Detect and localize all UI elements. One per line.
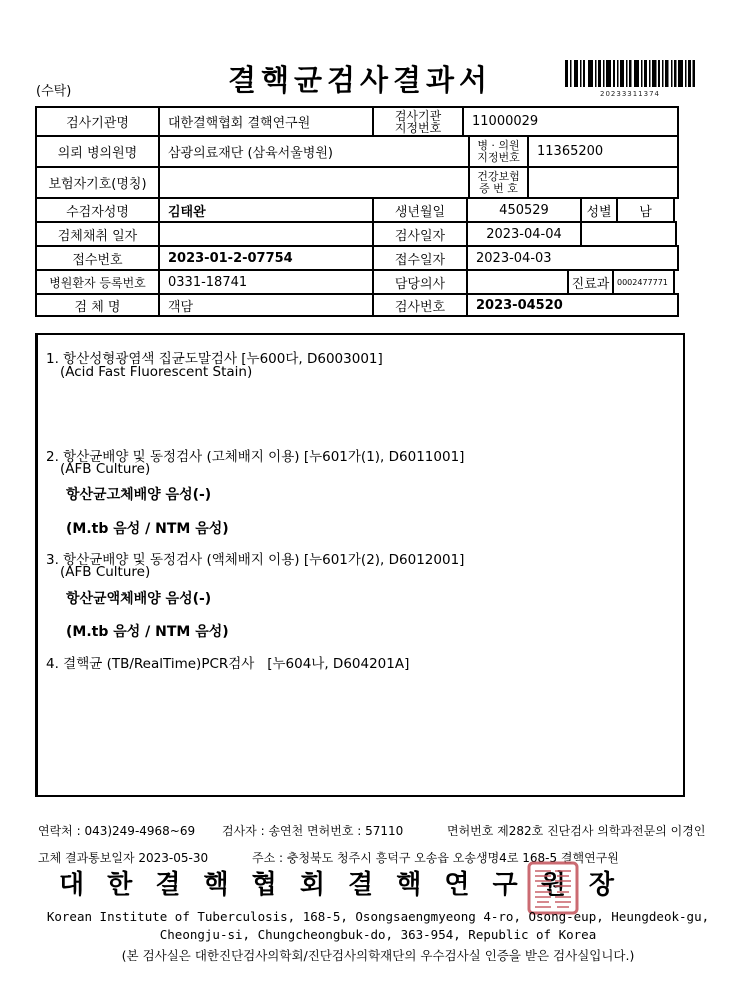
result-item2-subtitle: (AFB Culture): [60, 461, 151, 477]
insurance-no-value: [527, 166, 679, 199]
result-item3-title: 3. 항산균배양 및 동정검사 (액체배지 이용) [누601가(2), D6012001]: [46, 552, 465, 568]
test-date-label: 검사일자: [372, 221, 468, 247]
result-item2-detail: (M.tb 음성 / NTM 음성): [66, 521, 229, 537]
insurance-no-label-line1: 건강보험: [477, 169, 520, 183]
org-no-label-line2: 지정번호: [394, 120, 442, 135]
birth-value: 450529: [466, 197, 582, 223]
doctor-value: [466, 269, 569, 295]
org-no-label: [372, 106, 464, 137]
contact-info: 연락처 : 043)249-4968~69: [38, 824, 196, 838]
hospital-value: 삼광의료재단 (삼육서울병원): [158, 135, 470, 168]
collection-date-value: [158, 221, 374, 247]
result-item1-title: 1. 항산성형광염색 집균도말검사 [누600다, D6003001]: [46, 351, 383, 367]
empty-cell: [580, 221, 677, 247]
patient-name-value: 김태완: [158, 197, 374, 223]
hospital-no-label: [468, 135, 529, 168]
hospital-no-value: 11365200: [527, 135, 679, 168]
result-item2-title: 2. 항산균배양 및 동정검사 (고체배지 이용) [누601가(1), D6011001]: [46, 449, 465, 465]
table-row-hospital: [35, 135, 685, 168]
document-title: 결핵균검사결과서: [227, 63, 493, 97]
result-item3-result: 항산균액체배양 음성(-): [66, 591, 212, 607]
table-row-patient-id: [35, 269, 685, 295]
doctor-label: 담당의사: [372, 269, 468, 295]
specimen-label: 검 체 명: [35, 293, 160, 317]
result-item3-subtitle: (AFB Culture): [60, 564, 151, 580]
org-label: 검사기관명: [35, 106, 160, 137]
insurance-no-label: [468, 166, 529, 199]
hospital-label: 의뢰 병의원명: [35, 135, 160, 168]
table-row-collection-date: [35, 221, 685, 247]
org-no-label-line1: 검사기관: [394, 108, 442, 123]
patient-id-label: 병원환자 등록번호: [35, 269, 160, 295]
english-address-line1: Korean Institute of Tuberculosis, 168-5, Osongsaengmyeong 4-ro, Osong-eup, Heungdeok-gu,: [46, 909, 710, 924]
barcode: [565, 60, 695, 98]
result-item2-result: 항산균고체배양 음성(-): [66, 487, 212, 503]
report-date: 고체 결과통보일자 2023-05-30: [38, 851, 209, 865]
result-item4-title: 4. 결핵균 (TB/RealTime)PCR검사 [누604나, D604201A]: [46, 656, 410, 672]
table-row-patient-name: [35, 197, 685, 223]
table-row-testing-org: [35, 106, 685, 137]
test-date-value: 2023-04-04: [466, 221, 582, 247]
barcode-number: 20233311374: [600, 90, 660, 98]
table-row-insurer: [35, 166, 685, 199]
receipt-date-label: 접수일자: [372, 245, 468, 271]
results-box: [35, 333, 685, 797]
license-info: 면허번호 제282호 진단검사 의학과전문의 이경인: [447, 824, 706, 838]
institute-title: 대 한 결 핵 협 회 결 핵 연 구 원 장: [59, 870, 621, 900]
official-seal-stamp: [527, 861, 579, 915]
table-row-receipt-no: [35, 245, 685, 271]
barcode-image: [565, 60, 695, 87]
table-row-specimen: [35, 293, 685, 317]
specimen-value: 객담: [158, 293, 374, 317]
patient-name-label: 수검자성명: [35, 197, 160, 223]
receipt-no-label: 접수번호: [35, 245, 160, 271]
sex-value: 남: [616, 197, 675, 223]
english-address-line2: Cheongju-si, Chungcheongbuk-do, 363-954, Republic of Korea: [159, 927, 597, 942]
test-no-value: 2023-04520: [466, 293, 679, 317]
collection-date-label: 검체채취 일자: [35, 221, 160, 247]
hospital-no-label-line1: 병 · 의원: [477, 138, 520, 152]
test-no-label: 검사번호: [372, 293, 468, 317]
certification-note: (본 검사실은 대한진단검사의학회/진단검사의학재단의 우수검사실 인증을 받은 검사실입니다.): [121, 948, 635, 963]
receipt-no-value: 2023-01-2-07754: [158, 245, 374, 271]
org-no-value: 11000029: [462, 106, 679, 137]
insurer-value: [158, 166, 470, 199]
address-info: 주소 : 충청북도 청주시 흥덕구 오송읍 오송생명4로 168-5 결핵연구원: [252, 851, 619, 865]
info-table: [35, 106, 685, 317]
org-value: 대한결핵협회 결핵연구원: [158, 106, 374, 137]
birth-label: 생년월일: [372, 197, 468, 223]
consignment-label: (수탁): [36, 84, 72, 99]
insurance-no-label-line2: 증 번 호: [479, 181, 518, 195]
department-label: 진료과: [567, 269, 614, 295]
result-item1-subtitle: (Acid Fast Fluorescent Stain): [60, 364, 253, 380]
department-value: 0002477771: [612, 269, 675, 295]
patient-id-value: 0331-18741: [158, 269, 374, 295]
receipt-date-value: 2023-04-03: [466, 245, 679, 271]
examiner-info: 검사자 : 송연천 면허번호 : 57110: [222, 824, 404, 838]
sex-label: 성별: [580, 197, 618, 223]
result-item3-detail: (M.tb 음성 / NTM 음성): [66, 624, 229, 640]
hospital-no-label-line2: 지정번호: [477, 150, 520, 164]
insurer-label: 보험자기호(명칭): [35, 166, 160, 199]
